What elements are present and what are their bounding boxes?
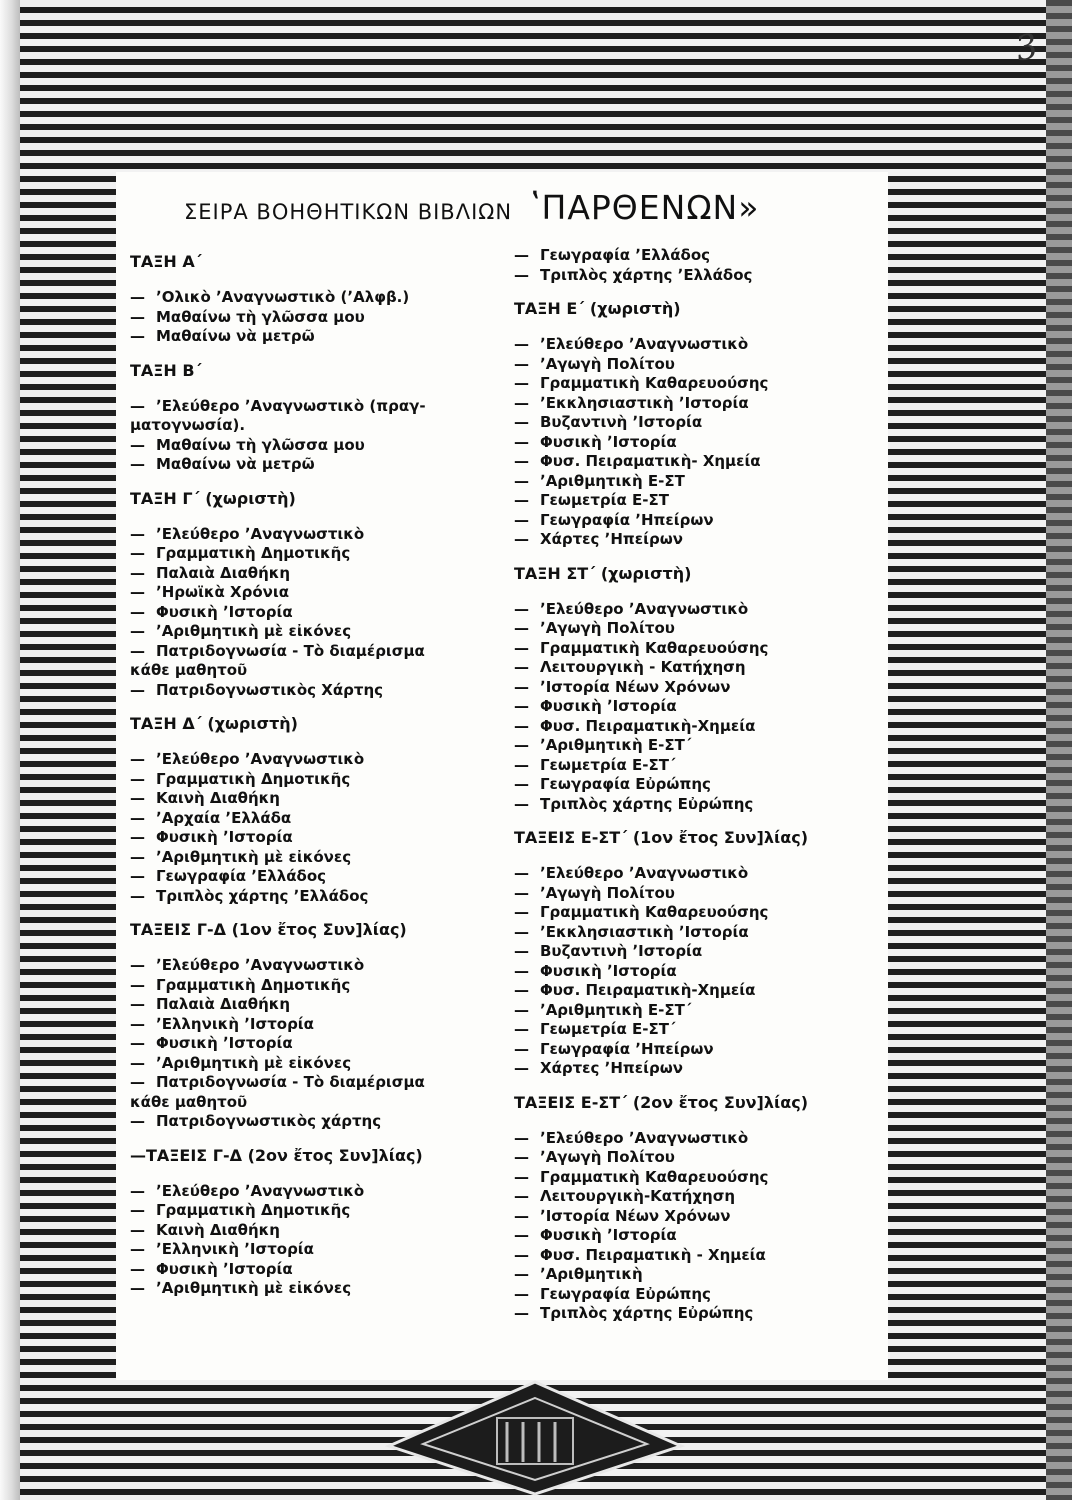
book-title-text: ʼΕλεύθερο ʼΑναγνωστικὸ: [540, 864, 749, 882]
class-section: [514, 828, 884, 1079]
book-title-text: ʼΑγωγὴ Πολίτου: [540, 619, 675, 637]
list-dash: —: [130, 288, 145, 306]
book-title-text: Φυσ. Πειραματικὴ- Χημεία: [540, 452, 761, 470]
book-title: [514, 472, 884, 492]
list-dash: —: [514, 736, 529, 754]
book-title: [130, 681, 510, 701]
list-dash: —: [130, 1259, 145, 1278]
list-dash: —: [514, 1059, 529, 1077]
list-dash: —: [130, 396, 145, 415]
list-dash: —: [130, 524, 145, 543]
book-title-text: Τριπλὸς χάρτης Εὐρώπης: [540, 794, 754, 813]
book-title-text: ʼΑριθμητικὴ Ε-ΣΤ: [540, 471, 685, 490]
book-title-text: ʼΑγωγὴ Πολίτου: [540, 883, 675, 902]
list-dash: —: [514, 716, 529, 735]
list-dash: —: [130, 641, 145, 660]
book-title: [514, 864, 884, 884]
book-title: [514, 775, 884, 795]
book-title: [514, 697, 884, 717]
book-title-text: Φυσ. Πειραματικὴ-Χημεία: [540, 981, 756, 999]
book-title: [514, 619, 884, 639]
book-title: [514, 1040, 884, 1060]
book-title: [514, 1168, 884, 1188]
list-dash: —: [130, 435, 145, 454]
list-dash: —: [130, 1053, 145, 1072]
book-title: [514, 756, 884, 776]
series-header: [184, 188, 759, 227]
series-label: ΣΕΙΡΑ ΒΟΗΘΗΤΙΚΩΝ ΒΙΒΛΙΩΝ: [184, 200, 513, 224]
book-title-text: Φυσικὴ ʼΙστορία: [156, 1259, 293, 1278]
book-title: [130, 1260, 510, 1280]
book-title: [130, 1240, 510, 1260]
book-list: [130, 956, 510, 1132]
list-dash: —: [514, 246, 529, 264]
book-title: [514, 1020, 884, 1040]
book-title: [130, 525, 510, 545]
book-title-text: ʼΕκκλησιαστικὴ ʼΙστορία: [540, 922, 749, 941]
book-title-text: ʼΕλεύθερο ʼΑναγνωστικὸ: [156, 1181, 365, 1200]
book-title: [514, 1148, 884, 1168]
book-title: [514, 962, 884, 982]
list-dash: —: [130, 1220, 145, 1239]
book-title: [130, 603, 510, 623]
book-title-text: Πατριδογνωσία - Τὸ διαμέρισμα κάθε μαθητοῦ: [130, 641, 425, 679]
list-dash: —: [130, 307, 145, 326]
list-dash: —: [130, 886, 145, 905]
book-list: [130, 525, 510, 701]
book-title-text: Φυσικὴ ʼΙστορία: [156, 1034, 293, 1052]
book-title: [514, 1285, 884, 1305]
book-title: [130, 564, 510, 584]
list-dash: —: [514, 658, 529, 676]
list-dash: —: [514, 981, 529, 999]
book-title: [130, 327, 510, 347]
book-list: [130, 750, 510, 906]
book-title: [130, 1073, 510, 1112]
book-title-text: Καινὴ Διαθήκη: [156, 1220, 280, 1239]
book-title-text: Τριπλὸς χάρτης Εὐρώπης: [540, 1304, 754, 1322]
book-list: [514, 246, 884, 285]
book-title: [514, 1265, 884, 1285]
book-title: [514, 678, 884, 698]
class-section: [130, 489, 510, 701]
list-dash: —: [514, 755, 529, 774]
book-title-text: ʼΕκκλησιαστικὴ ʼΙστορία: [540, 393, 749, 412]
book-title: [514, 433, 884, 453]
book-title-text: Γεωγραφία Εὐρώπης: [540, 1284, 711, 1303]
list-dash: —: [514, 510, 529, 529]
list-dash: —: [130, 995, 145, 1013]
class-section: [514, 299, 884, 550]
book-title-text: ʼΙστορία Νέων Χρόνων: [540, 677, 731, 696]
list-dash: —: [514, 677, 529, 696]
book-title: [514, 246, 884, 266]
section-title: ΤΑΞΗ Δ΄ (χωριστὴ): [130, 714, 298, 733]
book-list: [514, 335, 884, 550]
book-title: [514, 639, 884, 659]
left-page-edge: [0, 0, 20, 1500]
book-title-text: Μαθαίνω τὴ γλῶσσα μου: [156, 435, 365, 454]
book-title-text: Μαθαίνω νὰ μετρῶ: [156, 455, 315, 473]
book-title-text: Φυσ. Πειραματικὴ-Χημεία: [540, 716, 756, 735]
book-title-text: Γραμματικὴ Καθαρευούσης: [540, 638, 769, 657]
list-dash: —: [514, 265, 529, 284]
book-list: [130, 1182, 510, 1299]
book-title-text: Λειτουργικὴ-Κατήχηση: [540, 1187, 736, 1205]
list-dash: —: [514, 942, 529, 960]
right-page-edge: [1046, 0, 1072, 1500]
list-dash: —: [130, 808, 145, 827]
class-section: [514, 246, 884, 285]
book-title: [130, 1182, 510, 1202]
list-dash: —: [514, 775, 529, 793]
book-title: [130, 750, 510, 770]
book-title: [130, 1054, 510, 1074]
book-list: [514, 600, 884, 815]
book-title-text: Παλαιὰ Διαθήκη: [156, 995, 291, 1013]
book-title: [130, 288, 510, 308]
book-title: [514, 1059, 884, 1079]
book-title-text: ʼΕλεύθερο ʼΑναγνωστικὸ: [156, 750, 365, 768]
book-title-text: Βυζαντινὴ ʼΙστορία: [540, 413, 703, 431]
section-title: ΤΑΞΗ Ε΄ (χωριστὴ): [514, 299, 681, 318]
book-title-text: Γεωμετρία Ε-ΣΤ: [540, 491, 669, 509]
section-title: ΤΑΞΕΙΣ Γ-Δ (1ον ἔτος Συν]λίας): [130, 920, 407, 939]
book-title: [130, 1279, 510, 1299]
book-title: [514, 1187, 884, 1207]
section-title: ΤΑΞΕΙΣ Ε-ΣΤ΄ (2ον ἔτος Συν]λίας): [514, 1092, 808, 1112]
book-title-text: ʼΗρωϊκὰ Χρόνια: [156, 583, 290, 601]
book-title-text: Γραμματικὴ Δημοτικῆς: [156, 1201, 351, 1219]
class-section: [130, 252, 510, 347]
list-dash: —: [514, 1187, 529, 1205]
book-title-text: Φυσικὴ ʼΙστορία: [540, 1226, 677, 1244]
book-title: [130, 976, 510, 996]
book-title-text: Γραμματικὴ Καθαρευούσης: [540, 903, 769, 921]
list-dash: —: [130, 544, 145, 562]
list-dash: —: [514, 354, 529, 373]
book-title: [130, 828, 510, 848]
book-title: [514, 511, 884, 531]
book-title-text: Παλαιὰ Διαθήκη: [156, 563, 291, 582]
book-title-text: Γεωγραφία ʼΗπείρων: [540, 1039, 714, 1058]
book-title: [514, 923, 884, 943]
book-title-text: ʼΑριθμητικὴ Ε-ΣΤ΄: [540, 1000, 692, 1019]
book-title-text: ʼΑριθμητικὴ Ε-ΣΤ΄: [540, 736, 692, 754]
list-dash: —: [514, 697, 529, 715]
list-dash: —: [514, 530, 529, 548]
book-title: [130, 1221, 510, 1241]
class-section: [130, 1146, 510, 1299]
class-section: [130, 920, 510, 1132]
section-title: ΤΑΞΗ Β΄: [130, 360, 202, 380]
brand-name: ʽΠΑΡΘΕΝΩΝ»: [530, 188, 760, 227]
book-title-text: ʼΑριθμητικὴ μὲ εἰκόνες: [156, 1279, 352, 1297]
book-title-text: ʼΑγωγὴ Πολίτου: [540, 1148, 675, 1166]
list-dash: —: [514, 491, 529, 509]
book-title: [514, 903, 884, 923]
book-title-text: ʼΕλληνικὴ ʼΙστορία: [156, 1014, 314, 1033]
list-dash: —: [514, 452, 529, 470]
book-title: [514, 1207, 884, 1227]
book-title: [514, 884, 884, 904]
list-dash: —: [130, 975, 145, 994]
book-title: [514, 413, 884, 433]
book-title: [514, 1001, 884, 1021]
book-title: [130, 455, 510, 475]
book-title-text: Φυσικὴ ʼΙστορία: [540, 697, 677, 715]
section-title: —ΤΑΞΕΙΣ Γ-Δ (2ον ἔτος Συν]λίας): [130, 1145, 423, 1165]
book-title-text: Μαθαίνω τὴ γλῶσσα μου: [156, 307, 365, 326]
book-title-text: ʼΕλεύθερο ʼΑναγνωστικὸ: [156, 956, 365, 974]
list-dash: —: [514, 1128, 529, 1147]
book-title: [514, 981, 884, 1001]
book-title: [514, 1246, 884, 1266]
list-dash: —: [514, 599, 529, 618]
list-dash: —: [514, 1000, 529, 1019]
list-dash: —: [514, 374, 529, 392]
book-title: [130, 1015, 510, 1035]
section-title: ΤΑΞΗ ΣΤ΄ (χωριστὴ): [514, 563, 692, 583]
book-title-text: Γεωμετρία Ε-ΣΤ΄: [540, 755, 676, 774]
book-title: [130, 436, 510, 456]
book-title: [514, 266, 884, 286]
book-title-text: Φυσικὴ ʼΙστορία: [540, 961, 677, 980]
class-section: [514, 1093, 884, 1324]
book-title: [130, 622, 510, 642]
list-dash: —: [130, 327, 145, 345]
list-dash: —: [130, 1240, 145, 1258]
list-dash: —: [130, 750, 145, 768]
book-title: [514, 1129, 884, 1149]
book-title-text: ʼΟλικὸ ʼΑναγνωστικὸ (ʼΑλφβ.): [156, 288, 410, 306]
class-section: [130, 714, 510, 906]
book-title-text: Φυσικὴ ʼΙστορία: [156, 602, 293, 621]
list-dash: —: [514, 961, 529, 980]
book-title: [130, 544, 510, 564]
book-title: [514, 736, 884, 756]
list-dash: —: [514, 883, 529, 902]
list-dash: —: [514, 1304, 529, 1322]
book-title-text: Γραμματικὴ Δημοτικῆς: [156, 975, 351, 994]
book-title-text: Φυσ. Πειραματικὴ - Χημεία: [540, 1245, 766, 1264]
list-dash: —: [514, 1167, 529, 1186]
list-dash: —: [130, 583, 145, 601]
list-dash: —: [514, 1020, 529, 1038]
list-dash: —: [514, 335, 529, 353]
list-dash: —: [130, 1034, 145, 1052]
book-title: [130, 995, 510, 1015]
book-title: [130, 887, 510, 907]
list-dash: —: [130, 1201, 145, 1219]
book-title: [130, 789, 510, 809]
list-dash: —: [130, 867, 145, 885]
list-dash: —: [514, 1226, 529, 1244]
section-title: ΤΑΞΗ Α΄: [130, 252, 202, 271]
book-title-text: Πατριδογνωστικὸς χάρτης: [156, 1112, 382, 1130]
book-title-text: ʼΕλεύθερο ʼΑναγνωστικὸ: [540, 335, 749, 353]
book-title-text: ʼΕλεύθερο ʼΑναγνωστικὸ: [540, 599, 749, 618]
list-dash: —: [130, 1279, 145, 1297]
book-title: [130, 956, 510, 976]
book-title-text: Χάρτες ʼΗπείρων: [540, 530, 683, 548]
book-title-text: ʼΑριθμητικὴ: [540, 1265, 643, 1283]
section-title: ΤΑΞΕΙΣ Ε-ΣΤ΄ (1ον ἔτος Συν]λίας): [514, 828, 808, 847]
book-title-text: Φυσικὴ ʼΙστορία: [540, 432, 677, 451]
book-title-text: ʼΑριθμητικὴ μὲ εἰκόνες: [156, 622, 352, 640]
list-dash: —: [514, 1148, 529, 1166]
book-list-panel: [116, 172, 888, 1380]
book-title-text: Γεωμετρία Ε-ΣΤ΄: [540, 1020, 676, 1038]
book-title-text: Γραμματικὴ Δημοτικῆς: [156, 769, 351, 788]
book-title: [514, 600, 884, 620]
book-title: [130, 770, 510, 790]
book-title: [130, 1112, 510, 1132]
page-number: 3: [1012, 26, 1042, 70]
book-title-text: ʼΕλληνικὴ ʼΙστορία: [156, 1240, 314, 1258]
book-title-text: Λειτουργικὴ - Κατήχηση: [540, 658, 746, 676]
list-dash: —: [130, 1181, 145, 1200]
book-title-text: Τριπλὸς χάρτης ʼΕλλάδος: [156, 886, 369, 905]
book-title: [130, 867, 510, 887]
list-dash: —: [514, 864, 529, 882]
list-dash: —: [514, 413, 529, 431]
book-title: [130, 1201, 510, 1221]
book-title: [514, 355, 884, 375]
list-dash: —: [514, 1039, 529, 1058]
book-title: [130, 642, 510, 681]
list-dash: —: [130, 1112, 145, 1130]
book-title-text: Πατριδογνωστικὸς Χάρτης: [156, 680, 384, 699]
list-dash: —: [514, 471, 529, 490]
book-title: [130, 583, 510, 603]
book-title-text: ʼΙστορία Νέων Χρόνων: [540, 1206, 731, 1225]
book-title-text: ʼΑριθμητικὴ μὲ εἰκόνες: [156, 1053, 352, 1072]
book-title-text: Μαθαίνω νὰ μετρῶ: [156, 327, 315, 345]
book-title-text: Γεωγραφία ʼΕλλάδος: [156, 867, 327, 885]
list-dash: —: [130, 828, 145, 846]
list-dash: —: [514, 393, 529, 412]
book-title: [130, 308, 510, 328]
book-title-text: Γεωγραφία ʼΗπείρων: [540, 510, 714, 529]
list-dash: —: [514, 794, 529, 813]
list-dash: —: [130, 680, 145, 699]
class-section: [130, 361, 510, 475]
list-dash: —: [514, 1245, 529, 1264]
book-title: [514, 942, 884, 962]
book-list: [130, 288, 510, 347]
book-title-text: ʼΑριθμητικὴ μὲ εἰκόνες: [156, 847, 352, 866]
class-section: [514, 564, 884, 815]
left-column: [130, 252, 510, 1313]
book-title-text: Πατριδογνωσία - Τὸ διαμέρισμα κάθε μαθητοῦ: [130, 1073, 425, 1111]
book-title-text: Γραμματικὴ Καθαρευούσης: [540, 374, 769, 392]
book-title-text: ʼΕλεύθερο ʼΑναγνωστικὸ: [540, 1128, 749, 1147]
list-dash: —: [130, 622, 145, 640]
book-title-text: Γεωγραφία Εὐρώπης: [540, 775, 711, 793]
book-title: [514, 374, 884, 394]
list-dash: —: [130, 1073, 145, 1091]
book-title: [130, 397, 510, 436]
book-title-text: ʼΕλεύθερο ʼΑναγνωστικὸ (πραγ- ματογνωσία).: [130, 396, 426, 434]
list-dash: —: [130, 789, 145, 807]
list-dash: —: [514, 619, 529, 637]
list-dash: —: [130, 956, 145, 974]
book-title-text: ʼΑγωγὴ Πολίτου: [540, 354, 675, 373]
book-title: [514, 717, 884, 737]
list-dash: —: [514, 1265, 529, 1283]
book-title-text: Γραμματικὴ Καθαρευούσης: [540, 1167, 769, 1186]
book-title: [514, 452, 884, 472]
book-title: [514, 530, 884, 550]
book-title: [130, 809, 510, 829]
list-dash: —: [130, 602, 145, 621]
section-title: ΤΑΞΗ Γ΄ (χωριστὴ): [130, 488, 296, 508]
book-title-text: Τριπλὸς χάρτης ʼΕλλάδος: [540, 265, 753, 284]
book-title: [514, 394, 884, 414]
list-dash: —: [130, 769, 145, 788]
list-dash: —: [514, 1206, 529, 1225]
book-title: [130, 848, 510, 868]
book-title-text: Γραμματικὴ Δημοτικῆς: [156, 544, 351, 562]
book-list: [514, 1129, 884, 1324]
book-title: [514, 1304, 884, 1324]
publisher-emblem: [385, 1378, 685, 1496]
list-dash: —: [514, 432, 529, 451]
book-title-text: Βυζαντινὴ ʼΙστορία: [540, 942, 703, 960]
book-title: [514, 1226, 884, 1246]
list-dash: —: [130, 455, 145, 473]
right-column: [514, 246, 884, 1338]
book-title: [130, 1034, 510, 1054]
list-dash: —: [130, 1014, 145, 1033]
book-title: [514, 335, 884, 355]
list-dash: —: [514, 638, 529, 657]
list-dash: —: [514, 1284, 529, 1303]
list-dash: —: [514, 903, 529, 921]
book-title-text: ʼΑρχαία ʼΕλλάδα: [156, 808, 292, 827]
book-title-text: Χάρτες ʼΗπείρων: [540, 1059, 683, 1077]
book-title: [514, 795, 884, 815]
book-title-text: ʼΕλεύθερο ʼΑναγνωστικὸ: [156, 524, 365, 543]
book-title-text: Καινὴ Διαθήκη: [156, 789, 280, 807]
book-list: [130, 397, 510, 475]
list-dash: —: [130, 847, 145, 866]
list-dash: —: [514, 922, 529, 941]
book-title: [514, 658, 884, 678]
book-title-text: Γεωγραφία ʼΕλλάδος: [540, 246, 711, 264]
list-dash: —: [130, 563, 145, 582]
book-title: [514, 491, 884, 511]
book-list: [514, 864, 884, 1079]
book-title-text: Φυσικὴ ʼΙστορία: [156, 828, 293, 846]
